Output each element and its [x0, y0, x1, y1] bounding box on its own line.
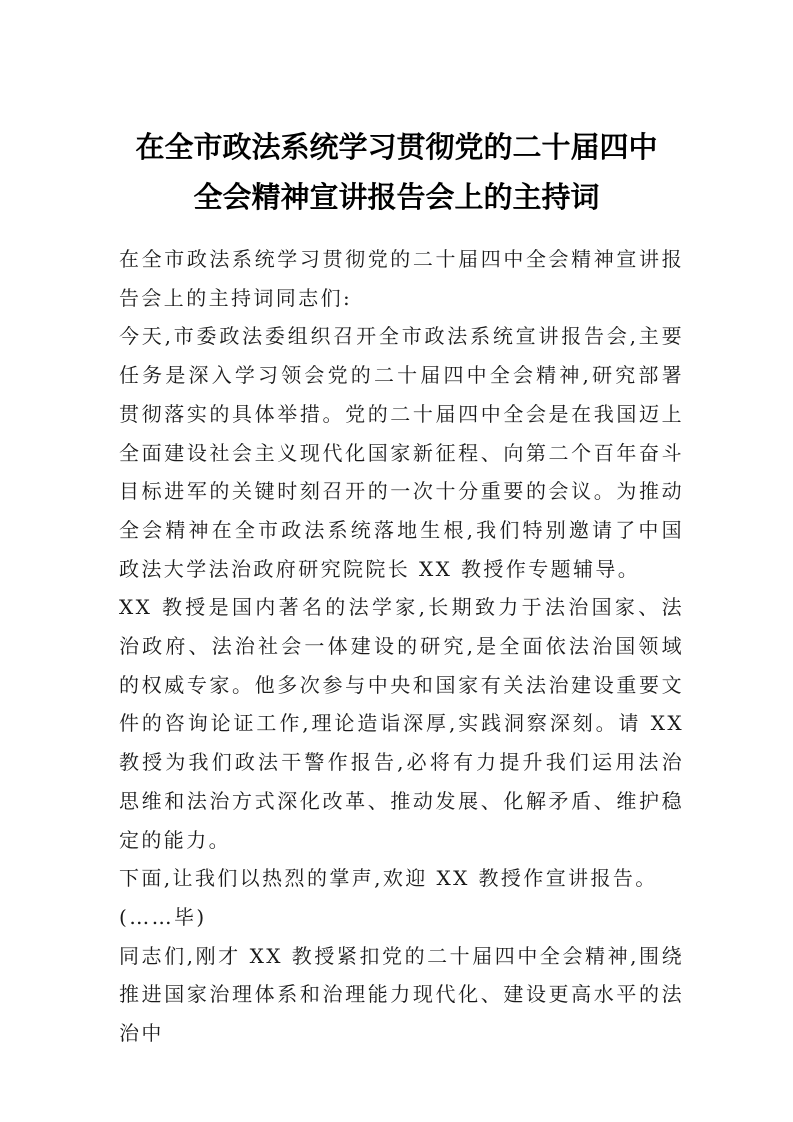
paragraph-intro: 在全市政法系统学习贯彻党的二十届四中全会精神宣讲报告会上的主持词同志们:: [119, 247, 684, 310]
paragraph-closing: 同志们,刚才 XX 教授紧扣党的二十届四中全会精神,围绕推进国家治理体系和治理能力现代化、建设更高水平的法治中: [119, 943, 684, 1046]
paragraph-speaker-intro: XX 教授是国内著名的法学家,长期致力于法治国家、法治政府、法治社会一体建设的研究,是全面依法治国领域的权威专家。他多次参与中央和国家有关法治建设重要文件的咨询论证工作,理论造诣深厚,实践洞察深刻。请 XX 教授为我们政法干警作报告,必将有力提升我们运用法治思维和法治方式深化改革、推动发展、化解矛盾、维护稳定的能力。: [119, 595, 684, 852]
document-body: [119, 240, 684, 1053]
document-title: [0, 122, 793, 222]
paragraph-opening: 今天,市委政法委组织召开全市政法系统宣讲报告会,主要任务是深入学习领会党的二十届四中全会精神,研究部署贯彻落实的具体举措。党的二十届四中全会是在我国迈上全面建设社会主义现代化国家新征程、向第二个百年奋斗目标进军的关键时刻召开的一次十分重要的会议。为推动全会精神在全市政法系统落地生根,我们特别邀请了中国政法大学法治政府研究院院长 XX 教授作专题辅导。: [119, 324, 684, 581]
title-line-2: 全会精神宣讲报告会上的主持词: [193, 180, 600, 214]
title-line-1: 在全市政法系统学习贯彻党的二十届四中: [135, 130, 658, 164]
paragraph-end-note: (……毕): [119, 904, 207, 929]
paragraph-welcome: 下面,让我们以热烈的掌声,欢迎 XX 教授作宣讲报告。: [119, 866, 658, 891]
